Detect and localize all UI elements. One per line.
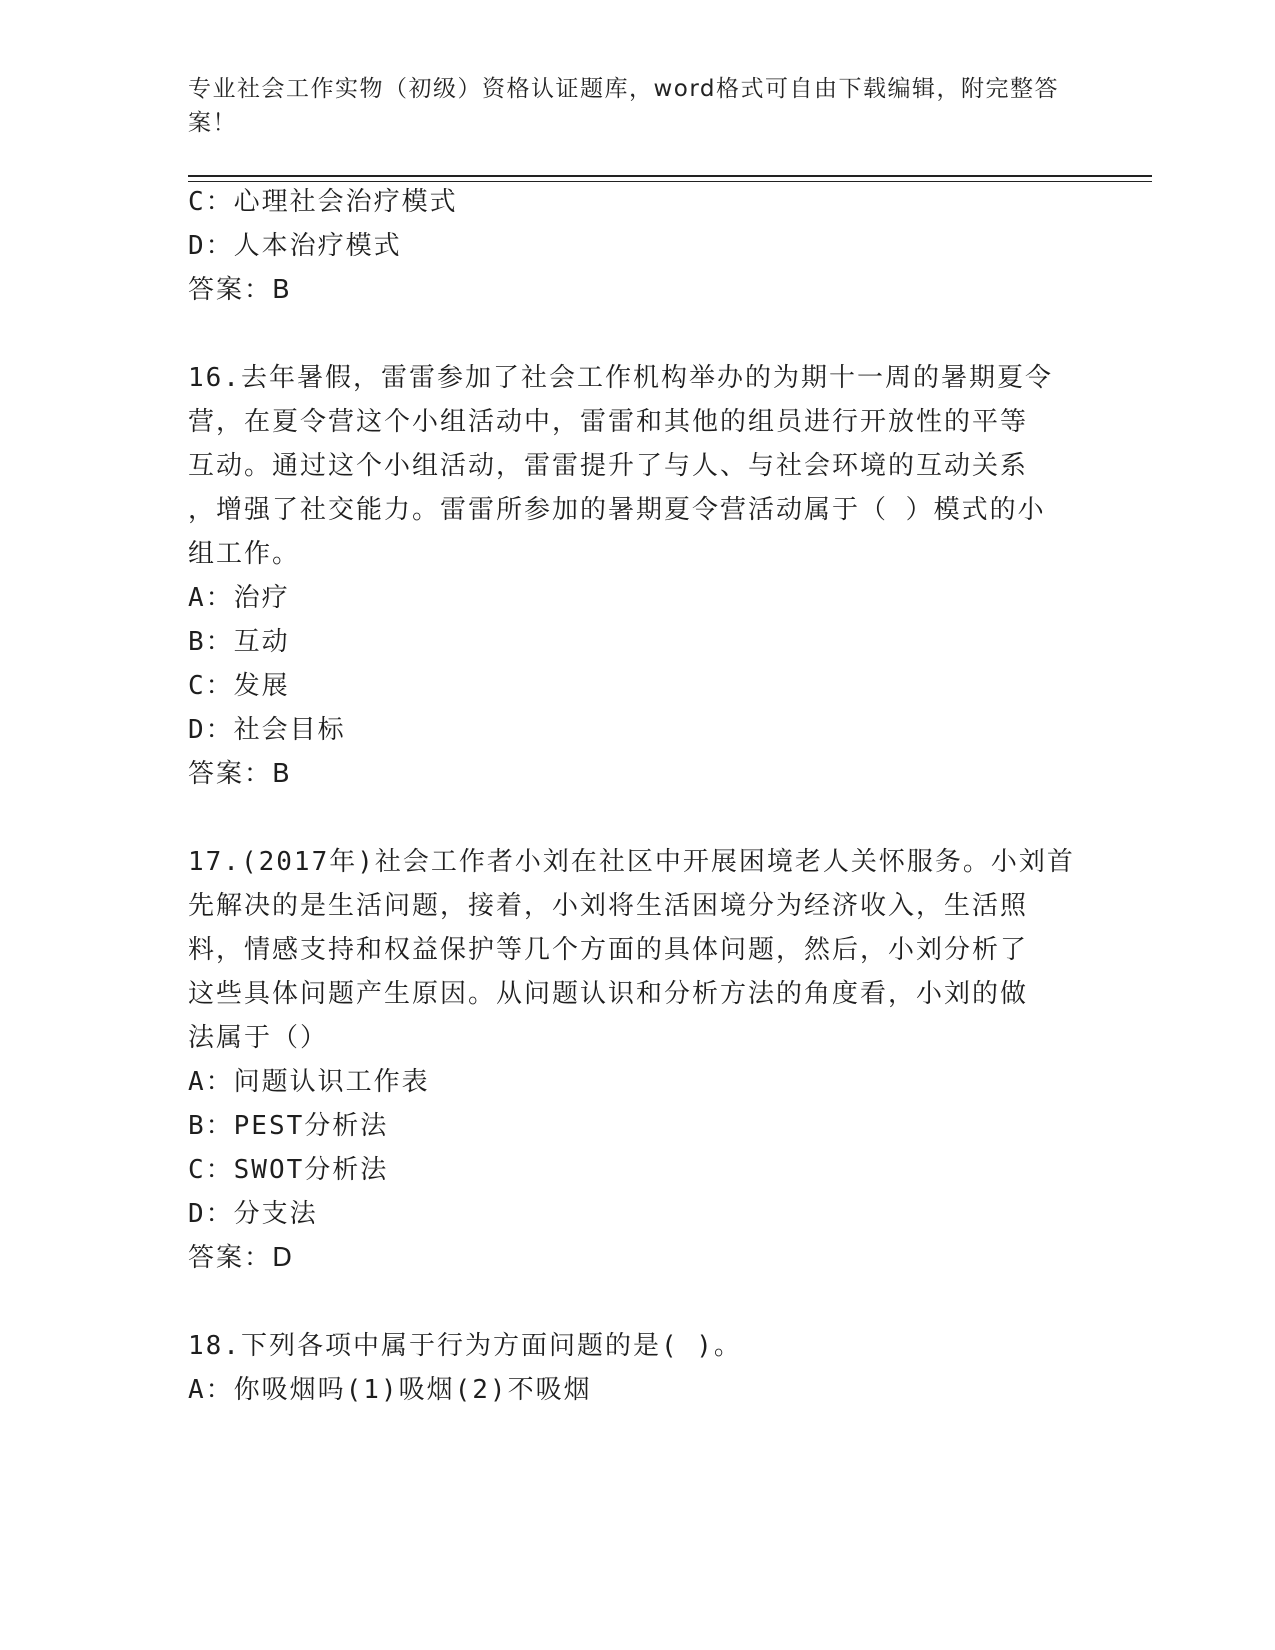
question-17-line: 17.(2017年)社会工作者小刘在社区中开展困境老人关怀服务。小刘首 bbox=[188, 847, 1075, 877]
page-header: 专业社会工作实物（初级）资格认证题库，word格式可自由下载编辑，附完整答案！ bbox=[188, 76, 1060, 136]
option-c: C：心理社会治疗模式 bbox=[188, 187, 458, 217]
question-17-line: 料，情感支持和权益保护等几个方面的具体问题，然后，小刘分析了 bbox=[188, 935, 1029, 965]
question-16-line: 营，在夏令营这个小组活动中，雷雷和其他的组员进行开放性的平等 bbox=[188, 407, 1029, 437]
question-17-line: 法属于（） bbox=[188, 1023, 329, 1053]
question-18-line: 18.下列各项中属于行为方面问题的是( )。 bbox=[188, 1331, 742, 1361]
option-c: C：发展 bbox=[188, 671, 290, 701]
option-c: C：SWOT分析法 bbox=[188, 1155, 389, 1185]
question-16-line: 组工作。 bbox=[188, 539, 301, 569]
answer-label: 答案： bbox=[188, 1243, 273, 1273]
option-a: A：治疗 bbox=[188, 583, 290, 613]
option-a: A：问题认识工作表 bbox=[188, 1067, 430, 1097]
answer-label: 答案： bbox=[188, 759, 273, 789]
header-divider bbox=[188, 175, 1152, 177]
question-16-line: 互动。通过这个小组活动，雷雷提升了与人、与社会环境的互动关系 bbox=[188, 451, 1029, 481]
answer-line bbox=[188, 1238, 293, 1278]
answer-line bbox=[188, 270, 291, 310]
question-16-line: ，增强了社交能力。雷雷所参加的暑期夏令营活动属于（ ）模式的小 bbox=[188, 495, 1046, 525]
answer-value: B bbox=[272, 759, 291, 789]
question-16-line: 16.去年暑假，雷雷参加了社会工作机构举办的为期十一周的暑期夏令 bbox=[188, 363, 1053, 393]
option-d: D：人本治疗模式 bbox=[188, 231, 402, 261]
question-17-line: 先解决的是生活问题，接着，小刘将生活困境分为经济收入，生活照 bbox=[188, 891, 1029, 921]
option-a: A：你吸烟吗(1)吸烟(2)不吸烟 bbox=[188, 1375, 592, 1405]
option-d: D：分支法 bbox=[188, 1199, 318, 1229]
answer-value: B bbox=[272, 275, 291, 305]
answer-line bbox=[188, 754, 291, 794]
option-b: B：互动 bbox=[188, 627, 290, 657]
answer-value: D bbox=[272, 1243, 294, 1273]
question-17-line: 这些具体问题产生原因。从问题认识和分析方法的角度看，小刘的做 bbox=[188, 979, 1029, 1009]
option-d: D：社会目标 bbox=[188, 715, 346, 745]
option-b: B：PEST分析法 bbox=[188, 1111, 389, 1141]
answer-label: 答案： bbox=[188, 275, 273, 305]
